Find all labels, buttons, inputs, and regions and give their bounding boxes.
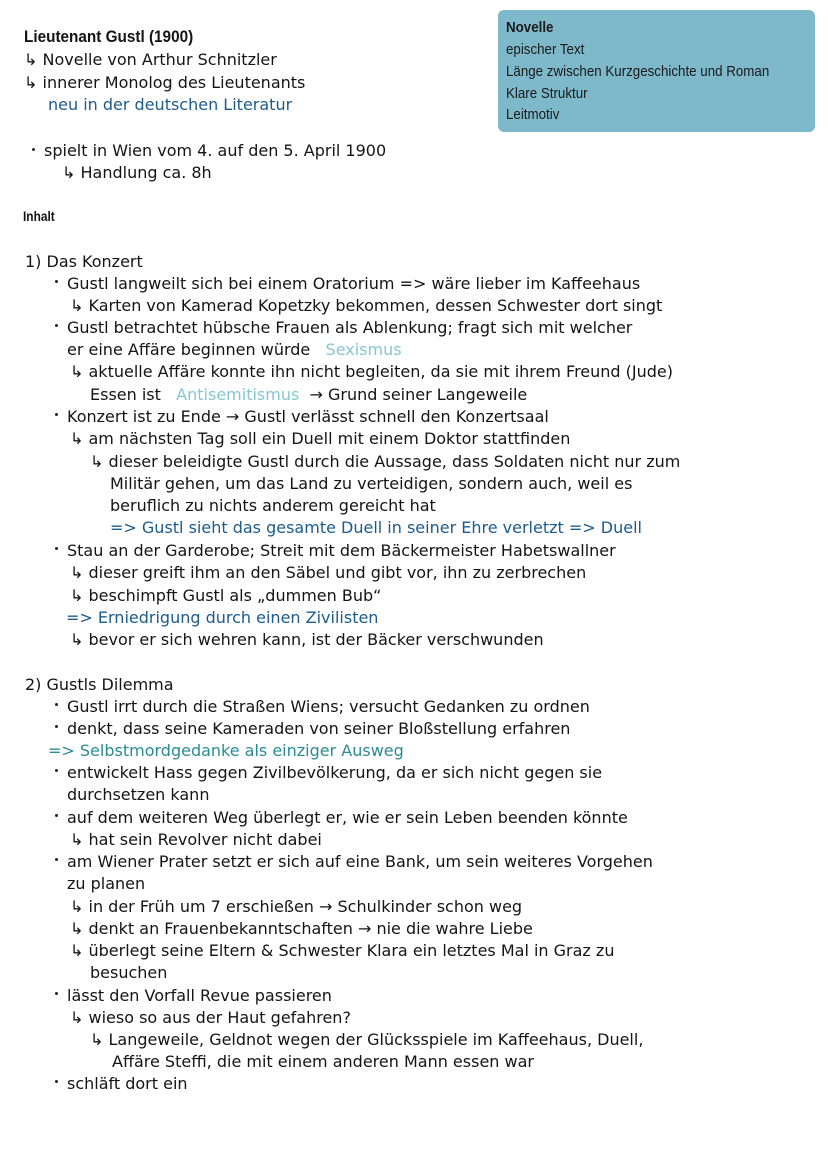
- bullet-icon: [55, 703, 58, 706]
- note-line: beruflich zu nichts anderem gereicht hat: [110, 496, 436, 515]
- note-line: durchsetzen kann: [67, 785, 210, 804]
- note-text: Essen ist: [90, 385, 161, 404]
- note-line: ↳ hat sein Revolver nicht dabei: [70, 830, 322, 849]
- note-highlight: neu in der deutschen Literatur: [48, 95, 293, 114]
- note-line: entwickelt Hass gegen Zivilbevölkerung, da er sich nicht gegen sie: [67, 763, 603, 782]
- bullet-icon: [55, 280, 58, 283]
- bullet-icon: [55, 547, 58, 550]
- keyword-antisemitismus: Antisemitismus: [176, 385, 300, 404]
- bullet-icon: [55, 324, 58, 327]
- bullet-icon: [55, 769, 58, 772]
- note-conclusion: => Selbstmordgedanke als einziger Ausweg: [48, 741, 404, 760]
- info-box-title: Novelle: [506, 20, 554, 36]
- note-line: Stau an der Garderobe; Streit mit dem Bäckermeister Habetswallner: [67, 541, 616, 560]
- note-line: ↳ Handlung ca. 8h: [62, 163, 212, 182]
- note-line: ↳ in der Früh um 7 erschießen → Schulkinder schon weg: [70, 897, 523, 916]
- bullet-icon: [32, 148, 35, 151]
- note-conclusion: => Gustl sieht das gesamte Duell in seiner Ehre verletzt => Duell: [110, 518, 642, 537]
- note-line: ↳ bevor er sich wehren kann, ist der Bäcker verschwunden: [70, 630, 544, 649]
- note-line: ↳ dieser beleidigte Gustl durch die Aussage, dass Soldaten nicht nur zum: [90, 452, 681, 471]
- note-line: Gustl irrt durch die Straßen Wiens; versucht Gedanken zu ordnen: [67, 697, 590, 716]
- note-line: auf dem weiteren Weg überlegt er, wie er sein Leben beenden könnte: [67, 808, 628, 827]
- note-line: [90, 385, 527, 405]
- note-line: ↳ aktuelle Affäre konnte ihn nicht begleiten, da sie mit ihrem Freund (Jude): [70, 362, 674, 381]
- note-line: zu planen: [67, 874, 146, 893]
- bullet-icon: [55, 725, 58, 728]
- section-heading-inhalt: Inhalt: [23, 208, 55, 224]
- info-box-item: Leitmotiv: [506, 107, 560, 123]
- note-line: ↳ am nächsten Tag soll ein Duell mit einem Doktor stattfinden: [70, 429, 571, 448]
- bullet-icon: [55, 413, 58, 416]
- note-conclusion: => Erniedrigung durch einen Zivilisten: [66, 608, 379, 627]
- note-line: ↳ beschimpft Gustl als „dummen Bub“: [70, 586, 382, 605]
- bullet-icon: [55, 814, 58, 817]
- note-line: ↳ innerer Monolog des Lieutenants: [24, 73, 306, 92]
- note-line: ↳ Karten von Kamerad Kopetzky bekommen, dessen Schwester dort singt: [70, 296, 663, 315]
- note-line: [67, 340, 402, 360]
- note-line: spielt in Wien vom 4. auf den 5. April 1900: [44, 141, 387, 160]
- page-title: Lieutenant Gustl (1900): [24, 27, 194, 46]
- section-heading: 1) Das Konzert: [25, 252, 143, 271]
- keyword-sexismus: Sexismus: [325, 340, 402, 359]
- note-line: Gustl betrachtet hübsche Frauen als Ablenkung; fragt sich mit welcher: [67, 318, 633, 337]
- info-box-item: epischer Text: [506, 42, 585, 58]
- note-line: Affäre Steffi, die mit einem anderen Mann essen war: [112, 1052, 534, 1071]
- info-box-item: Länge zwischen Kurzgeschichte und Roman: [506, 64, 770, 80]
- note-line: lässt den Vorfall Revue passieren: [67, 986, 332, 1005]
- note-line: schläft dort ein: [67, 1074, 188, 1093]
- note-line: am Wiener Prater setzt er sich auf eine Bank, um sein weiteres Vorgehen: [67, 852, 653, 871]
- note-line: ↳ dieser greift ihm an den Säbel und gibt vor, ihn zu zerbrechen: [70, 563, 587, 582]
- bullet-icon: [55, 1080, 58, 1083]
- note-text: er eine Affäre beginnen würde: [67, 340, 311, 359]
- note-text: → Grund seiner Langeweile: [309, 385, 528, 404]
- section-heading: 2) Gustls Dilemma: [25, 675, 174, 694]
- info-box: [498, 10, 815, 132]
- note-line: ↳ Novelle von Arthur Schnitzler: [24, 50, 277, 69]
- note-line: Gustl langweilt sich bei einem Oratorium => wäre lieber im Kaffeehaus: [67, 274, 641, 293]
- note-line: besuchen: [90, 963, 168, 982]
- note-line: ↳ denkt an Frauenbekanntschaften → nie die wahre Liebe: [70, 919, 533, 938]
- note-line: Konzert ist zu Ende → Gustl verlässt schnell den Konzertsaal: [67, 407, 549, 426]
- bullet-icon: [55, 858, 58, 861]
- note-line: Militär gehen, um das Land zu verteidigen, sondern auch, weil es: [110, 474, 633, 493]
- note-line: ↳ überlegt seine Eltern & Schwester Klara ein letztes Mal in Graz zu: [70, 941, 615, 960]
- bullet-icon: [55, 992, 58, 995]
- note-line: ↳ Langeweile, Geldnot wegen der Glücksspiele im Kaffeehaus, Duell,: [90, 1030, 644, 1049]
- note-line: ↳ wieso so aus der Haut gefahren?: [70, 1008, 351, 1027]
- note-line: denkt, dass seine Kameraden von seiner Bloßstellung erfahren: [67, 719, 571, 738]
- info-box-item: Klare Struktur: [506, 86, 588, 102]
